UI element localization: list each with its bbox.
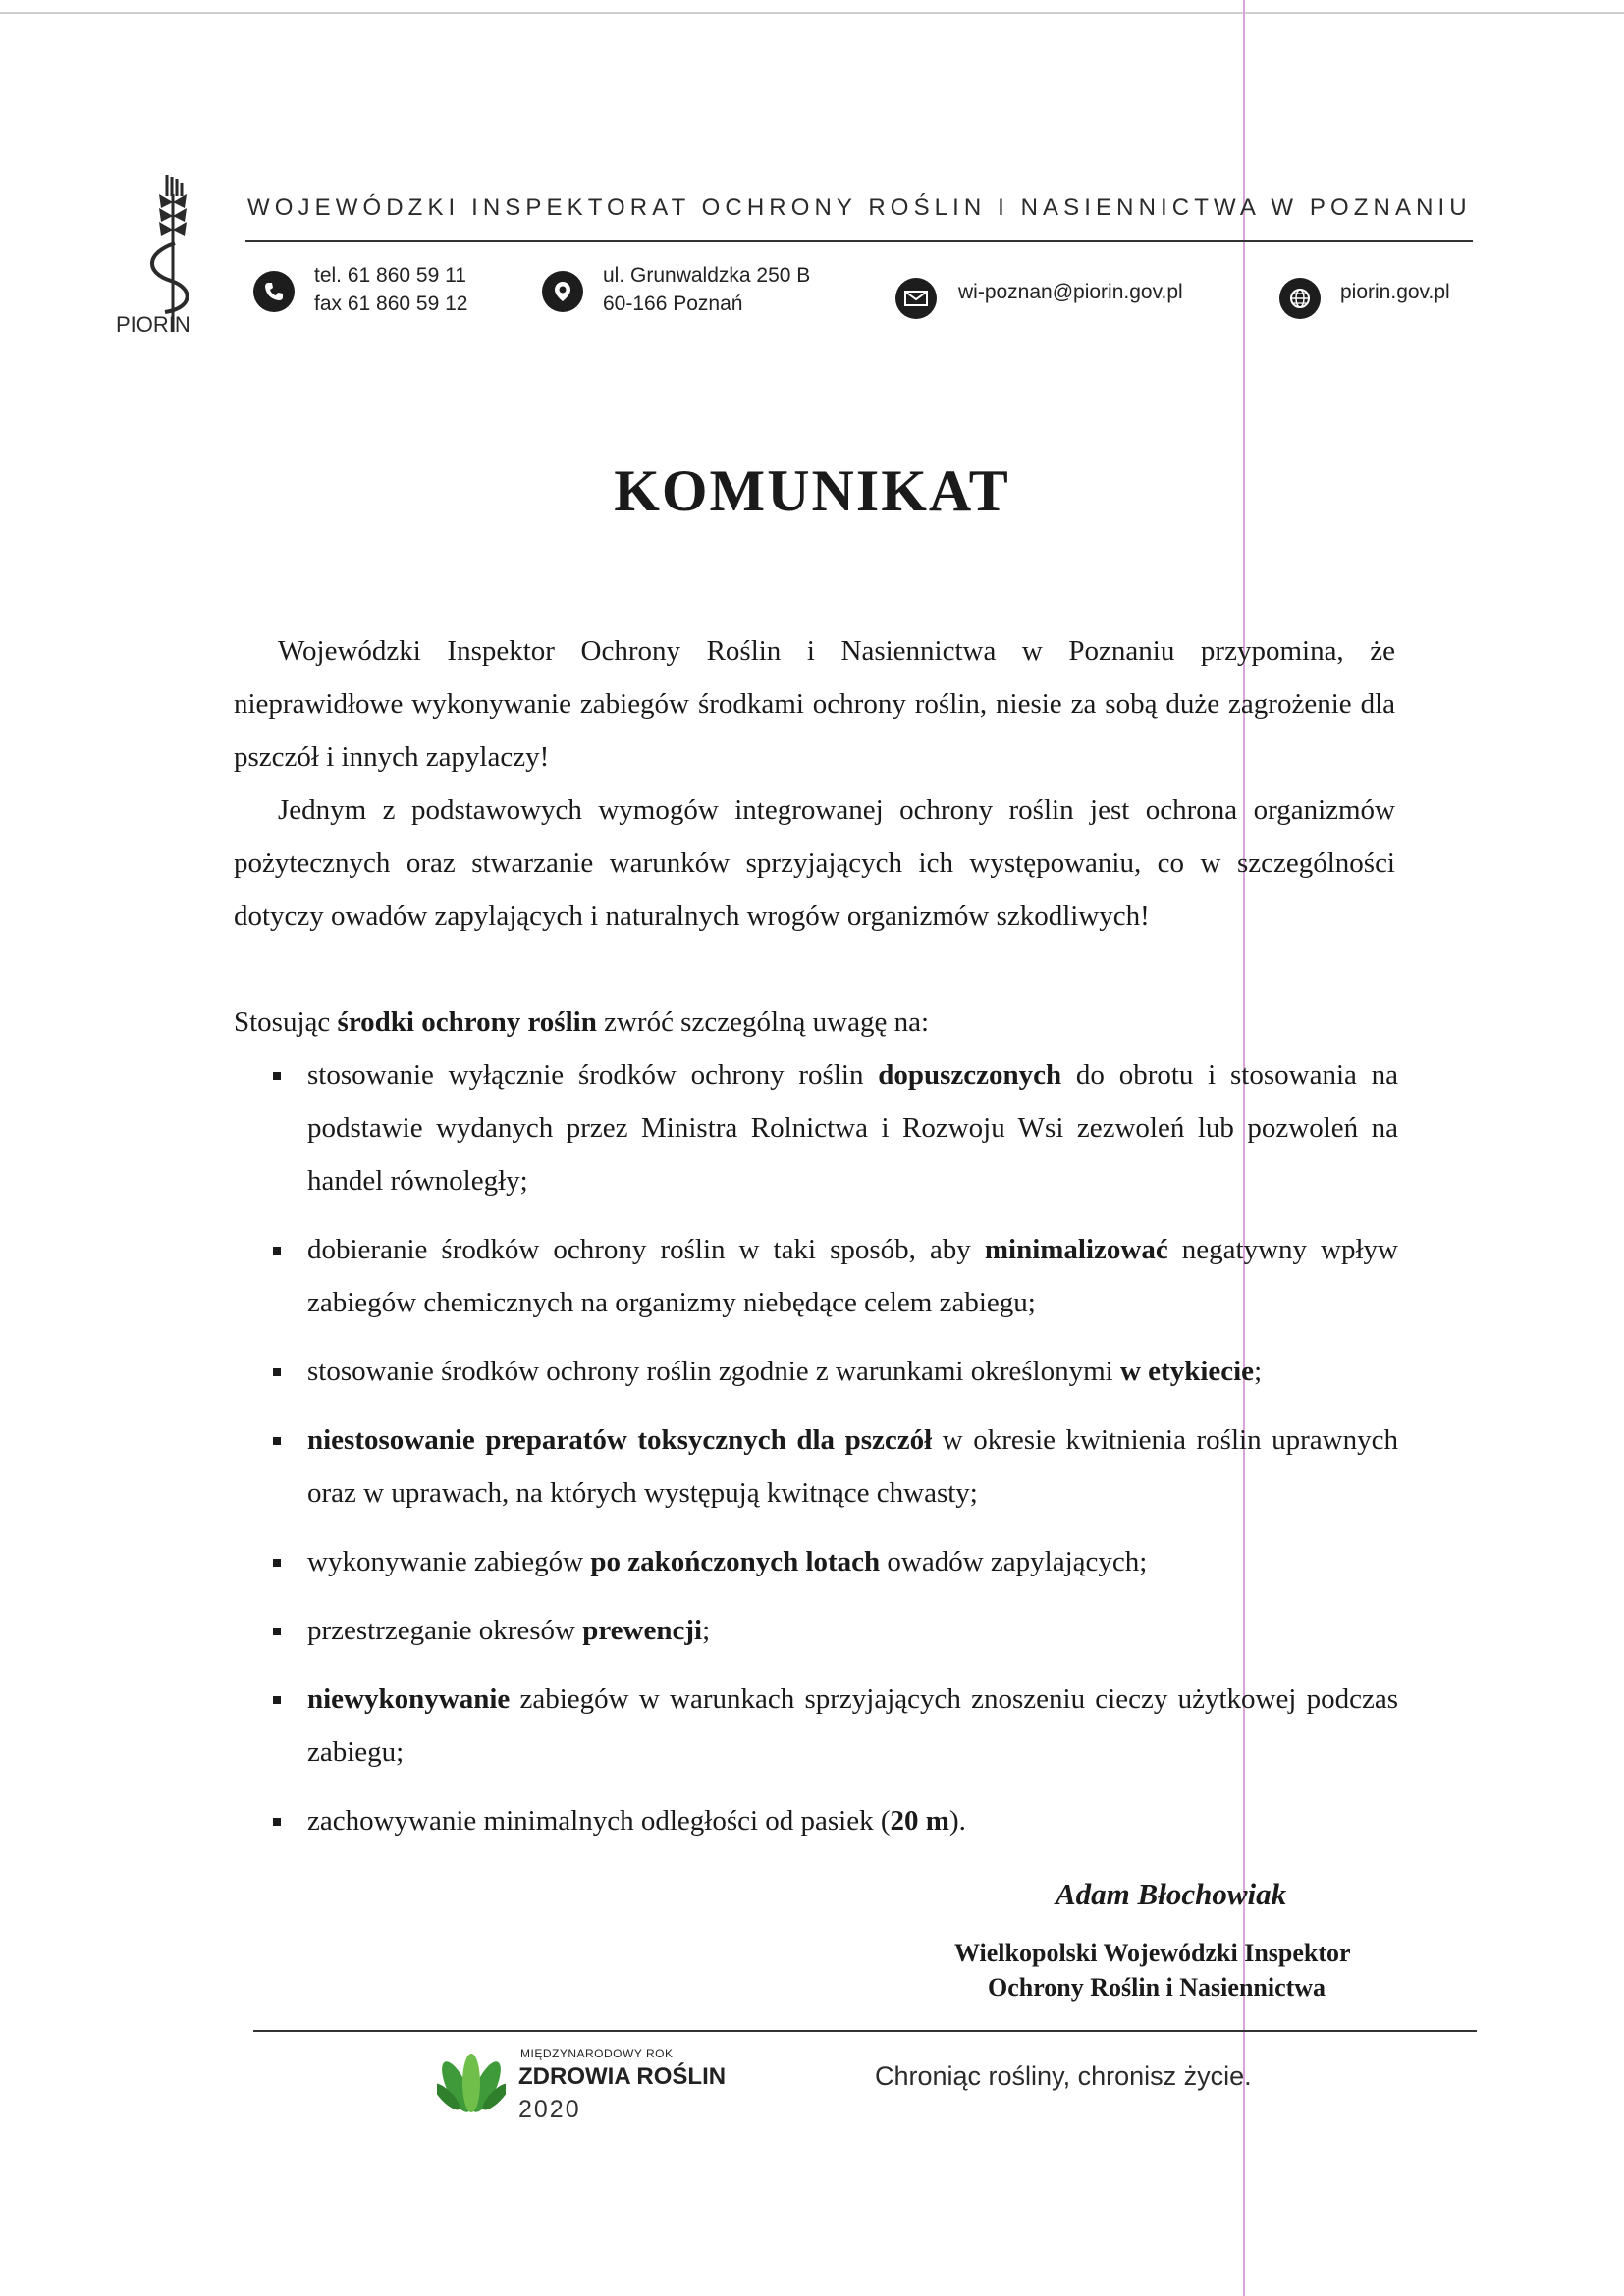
list-item-text: zabiegów w warunkach sprzyjających znoszeniu cieczy użytkowej podczas zabiegu; xyxy=(307,1683,1398,1768)
address-city: 60-166 Poznań xyxy=(603,293,743,315)
footer-slogan: Chroniąc rośliny, chronisz życie. xyxy=(875,2061,1252,2091)
list-item xyxy=(273,1535,1398,1588)
list-item-text: stosowanie wyłącznie środków ochrony roślin xyxy=(307,1059,879,1091)
list-item-bold: prewencji xyxy=(582,1615,703,1646)
list-item xyxy=(273,1794,1398,1847)
list-item-text: ; xyxy=(702,1615,711,1646)
logo-text: PIORIN xyxy=(116,312,190,337)
footer-campaign-name: ZDROWIA ROŚLIN xyxy=(518,2063,727,2090)
email-address[interactable]: wi-poznan@piorin.gov.pl xyxy=(958,281,1183,303)
website-address[interactable]: piorin.gov.pl xyxy=(1340,281,1450,303)
list-item xyxy=(273,1414,1398,1520)
list-item-text: ; xyxy=(1254,1356,1263,1387)
list-item-text: owadów zapylających; xyxy=(880,1546,1148,1577)
phone-block xyxy=(314,261,467,318)
list-item-bold: niewykonywanie xyxy=(307,1683,511,1715)
list-item xyxy=(273,1673,1398,1779)
recommendations-list xyxy=(273,1048,1398,1863)
list-item-text: do obrotu i stosowania na podstawie wydanych przez Ministra Rolnictwa i Rozwoju Wsi zezwoleń lub pozwoleń na handel równoległy; xyxy=(307,1059,1399,1197)
bullet-square-icon xyxy=(273,1247,281,1255)
list-item xyxy=(273,1345,1398,1398)
list-item xyxy=(273,1223,1398,1329)
signatory-title-line1: Wielkopolski Wojewódzki Inspektor xyxy=(954,1939,1351,1967)
scan-top-line xyxy=(0,12,1624,14)
bullet-square-icon xyxy=(273,1628,281,1635)
signatory-title-line2: Ochrony Roślin i Nasiennictwa xyxy=(988,1973,1326,2002)
list-item-text: przestrzeganie okresów xyxy=(307,1615,583,1646)
bullet-square-icon xyxy=(273,1437,281,1445)
list-item-bold: w etykiecie xyxy=(1119,1356,1255,1387)
bullet-square-icon xyxy=(273,1559,281,1567)
lead-in-bold: środki ochrony roślin xyxy=(337,1006,597,1038)
list-item xyxy=(273,1048,1398,1207)
phone-icon xyxy=(253,271,295,312)
paragraph-intro: Wojewódzki Inspektor Ochrony Roślin i Nasiennictwa w Poznaniu przypomina, że nieprawidłowe wykonywanie zabiegów środkami ochrony roślin, niesie za sobą duże zagrożenie dla pszczół i innych zapylaczy! xyxy=(234,635,1395,773)
bullet-square-icon xyxy=(273,1696,281,1704)
fax-number: fax 61 860 59 12 xyxy=(314,293,468,315)
lead-in-text-end: zwróć szczególną uwagę na: xyxy=(596,1006,930,1038)
list-item-bold: po zakończonych lotach xyxy=(590,1546,881,1577)
address-block xyxy=(603,261,810,318)
bullet-square-icon xyxy=(273,1818,281,1826)
list-item-bold: 20 m xyxy=(890,1805,949,1837)
list-item-text: w okresie kwitnienia roślin uprawnych oraz w uprawach, na których występują kwitnące chwasty; xyxy=(307,1424,1398,1509)
globe-icon xyxy=(1279,278,1321,319)
address-street: ul. Grunwaldzka 250 B xyxy=(603,264,811,287)
organization-name: WOJEWÓDZKI INSPEKTORAT OCHRONY ROŚLIN I NASIENNICTWA W POZNANIU xyxy=(247,194,1472,221)
signatory-name: Adam Błochowiak xyxy=(1056,1877,1287,1911)
list-item-text: wykonywanie zabiegów xyxy=(307,1546,591,1577)
list-item-text: dobieranie środków ochrony roślin w taki sposób, aby xyxy=(307,1234,985,1265)
list-item-bold: niestosowanie preparatów toksycznych dla pszczół xyxy=(307,1424,933,1456)
list-item-text: stosowanie środków ochrony roślin zgodnie z warunkami określonymi xyxy=(307,1356,1120,1387)
email-icon xyxy=(895,278,937,319)
list-item-text: ). xyxy=(948,1805,966,1837)
paragraph-integrated-protection: Jednym z podstawowych wymogów integrowanej ochrony roślin jest ochrona organizmów pożytecznych oraz stwarzanie warunków sprzyjających ich występowaniu, co w szczególności dotyczy owadów zapylających i naturalnych wrogów organizmów szkodliwych! xyxy=(234,794,1395,932)
bullet-square-icon xyxy=(273,1072,281,1080)
list-item xyxy=(273,1604,1398,1657)
document-title: KOMUNIKAT xyxy=(614,458,1010,523)
footer-year: 2020 xyxy=(518,2096,581,2123)
header-divider xyxy=(245,240,1473,242)
footer-divider xyxy=(253,2030,1477,2032)
footer-year-label: MIĘDZYNARODOWY ROK xyxy=(520,2047,674,2060)
paragraph-lead-in xyxy=(234,995,1395,1048)
list-item-text: zachowywanie minimalnych odległości od pasiek ( xyxy=(307,1805,891,1837)
phone-number: tel. 61 860 59 11 xyxy=(314,264,466,287)
piorin-logo xyxy=(116,175,204,342)
bullet-square-icon xyxy=(273,1368,281,1376)
location-pin-icon xyxy=(542,271,583,312)
list-item-text: negatywny wpływ zabiegów chemicznych na organizmy niebędące celem zabiegu; xyxy=(307,1234,1398,1318)
lead-in-text: Stosując xyxy=(234,1006,338,1038)
list-item-bold: minimalizować xyxy=(984,1234,1168,1265)
list-item-bold: dopuszczonych xyxy=(878,1059,1062,1091)
plant-health-logo-icon xyxy=(437,2050,506,2125)
